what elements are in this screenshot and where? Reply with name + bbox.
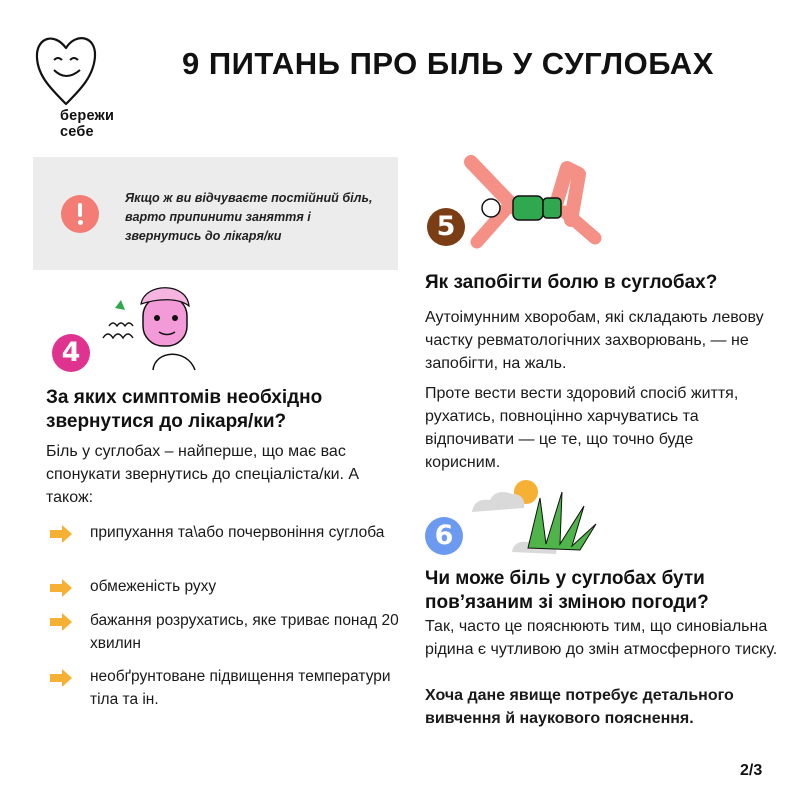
list-item-text: бажання розрухатись, яке триває понад 20 хвилин [90,612,399,652]
section6-heading: Чи може біль у суглобах бути пов’язаним зі зміною погоди? [425,568,709,613]
section6-badge: 6 [425,517,463,555]
exclamation-icon [61,195,99,233]
section4-badge: 4 [52,334,90,372]
arrow-right-icon [48,612,74,632]
list-item-text: необґрунтоване підвищення температури тіла та ін. [90,668,391,708]
person-icon [95,278,205,373]
person-illustration [95,278,205,373]
warning-box [33,157,398,270]
section4-heading: За яких симптомів необхідно звернутися до лікаря/ки? [46,387,323,432]
arrow-right-icon [48,524,74,544]
arrow-right-icon [48,668,74,688]
yoga-figure-illustration [455,150,605,250]
brand-line1: бережи [60,108,115,124]
section6-para2: Хоча дане явище потребує детального вивчення й наукового пояснення. [425,687,734,727]
heart-smile-icon [32,30,102,108]
section5-para2: Проте вести вести здоровий спосіб життя, рухатись, повноцінно харчуватись та відпочивати — це те, що точно буде корисним. [425,385,739,471]
list-item-text: припухання та\або почервоніння суглоба [90,524,385,541]
section5-heading: Як запобігти болю в суглобах? [425,272,718,293]
arrow-right-icon [48,578,74,598]
warning-text: Якщо ж ви відчуваєте постійний біль, варто припинити заняття і звернутись до лікаря/ки [125,191,373,243]
section5-badge: 5 [427,208,465,246]
page-number: 2/3 [740,762,763,779]
brand-logo [32,30,142,140]
section6-para1: Так, часто це пояснюють тим, що синовіальна рідина є чутливою до змін атмосферного тиску. [425,618,778,658]
yoga-figure-icon [455,150,605,250]
brand-name [60,108,114,140]
section4-intro: Біль у суглобах – найперше, що має вас спонукати звернутись до спеціаліста/ки. А також: [46,443,360,506]
brand-line2: себе [60,124,94,140]
weather-icon [468,478,608,563]
weather-illustration [468,478,608,563]
page-title: 9 ПИТАНЬ ПРО БІЛЬ У СУГЛОБАХ [182,46,714,81]
list-item-text: обмеженість руху [90,578,217,595]
section5-para1: Аутоімунним хворобам, які складають левову частку ревматологічних захворювань, — не запобігти, на жаль. [425,309,764,372]
